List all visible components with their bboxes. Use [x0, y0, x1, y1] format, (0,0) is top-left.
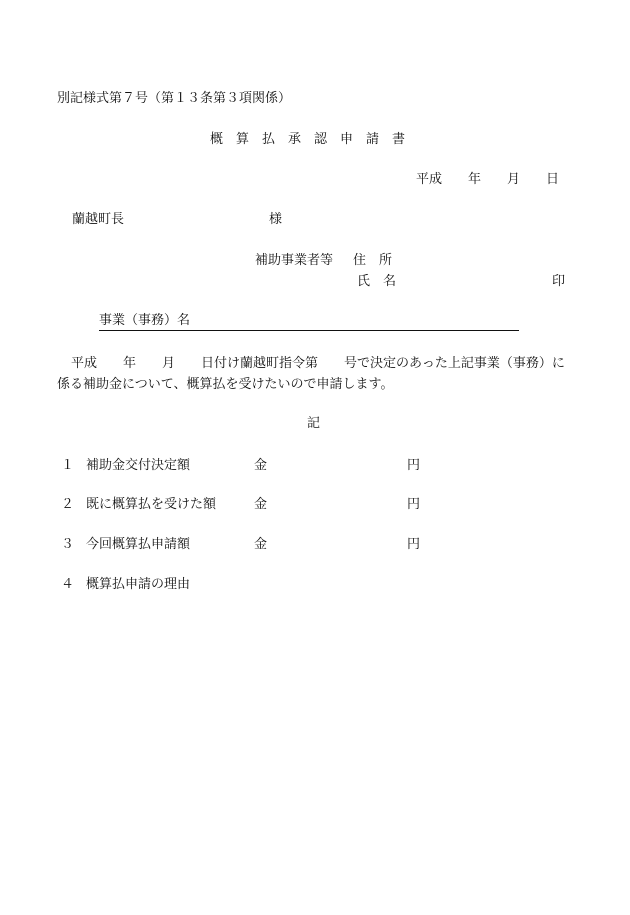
body-paragraph	[57, 353, 577, 395]
address-label: 住 所	[353, 253, 393, 268]
addressee-name: 蘭越町長	[72, 212, 125, 227]
item-yen: 円	[407, 497, 421, 512]
project-name-label: 事業（事務）名	[99, 313, 191, 328]
item-kin: 金	[254, 458, 268, 473]
project-name-line	[99, 313, 519, 331]
item-number: １	[61, 458, 75, 473]
item-kin: 金	[254, 497, 268, 512]
applicant-label: 補助事業者等	[255, 253, 334, 268]
date-line: 平成 年 月 日	[416, 172, 560, 187]
item-yen: 円	[407, 458, 421, 473]
name-label: 氏 名	[357, 274, 397, 289]
item-kin: 金	[254, 537, 268, 552]
seal-mark: 印	[552, 274, 566, 289]
body-text: 平成 年 月 日付け蘭越町指令第 号で決定のあった上記事業（事務）に係る補助金について、概算払を受けたいので申請します。	[57, 356, 565, 392]
item-yen: 円	[407, 537, 421, 552]
item-number: ４	[61, 577, 75, 592]
form-reference: 別記様式第７号（第１３条第３項関係）	[57, 91, 292, 106]
ki-heading: 記	[307, 416, 321, 431]
item-number: ２	[61, 497, 75, 512]
item-label: 概算払申請の理由	[86, 577, 191, 592]
item-label: 既に概算払を受けた額	[86, 497, 217, 512]
item-label: 今回概算払申請額	[86, 537, 191, 552]
item-number: ３	[61, 537, 75, 552]
item-label: 補助金交付決定額	[86, 458, 191, 473]
document-title: 概 算 払 承 認 申 請 書	[210, 132, 406, 147]
addressee-suffix: 様	[269, 212, 283, 227]
